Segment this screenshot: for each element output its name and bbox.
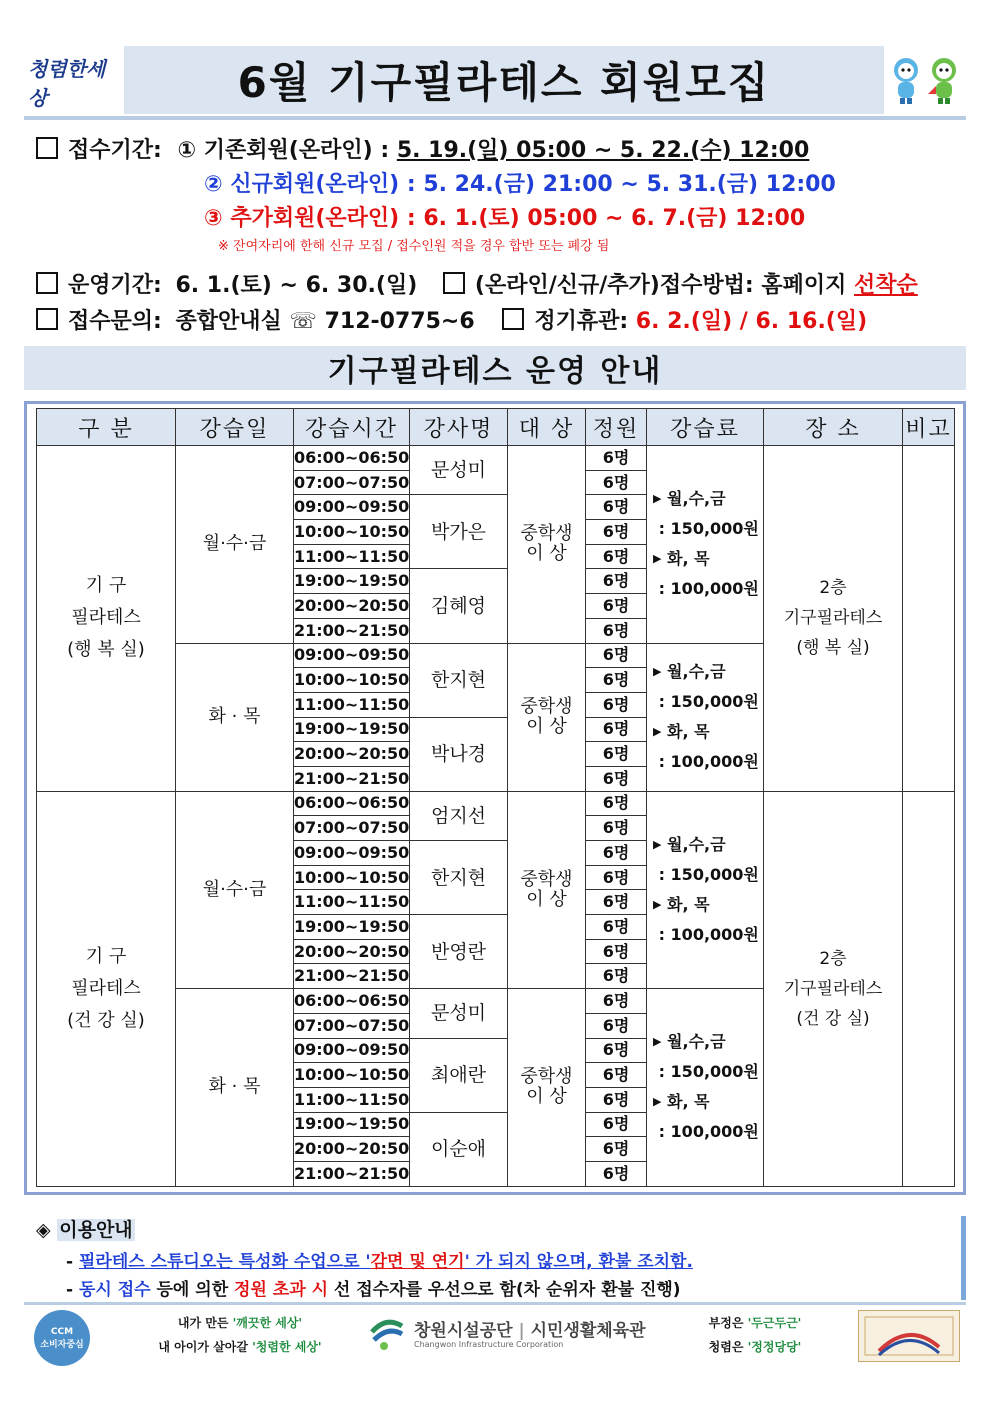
- target-line: 중학생: [520, 1066, 573, 1088]
- capacity-cell: 6명: [586, 520, 647, 545]
- target-line: 이 상: [526, 888, 567, 910]
- fee-text: : 150,000원: [658, 864, 759, 884]
- note-cell: [903, 446, 955, 792]
- guide-dash: -: [66, 1252, 79, 1272]
- days-cell: 화 · 목: [176, 989, 294, 1187]
- fee-text: 화, 목: [667, 1092, 710, 1112]
- fee-line: [653, 687, 763, 717]
- header-capacity: 정원: [586, 409, 647, 446]
- capacity-cell: 6명: [586, 717, 647, 742]
- motto-highlight: '두근두근': [747, 1316, 802, 1330]
- capacity-cell: 6명: [586, 668, 647, 693]
- time-cell: 20:00~20:50: [294, 742, 410, 767]
- capacity-cell: 6명: [586, 643, 647, 668]
- slogan-text: 내 아이가 살아갈: [158, 1340, 253, 1354]
- instructor-cell: 박나경: [410, 717, 508, 791]
- slogan-1: [150, 1314, 330, 1331]
- fee-text: 화, 목: [667, 894, 710, 914]
- instructor-cell: 박가은: [410, 495, 508, 569]
- fee-line: [653, 860, 763, 890]
- org-name: 창원시설공단: [414, 1321, 513, 1341]
- org-logo-icon: [366, 1312, 408, 1354]
- time-cell: 07:00~07:50: [294, 470, 410, 495]
- capacity-cell: 6명: [586, 495, 647, 520]
- fee-line: [653, 484, 763, 514]
- time-cell: 10:00~10:50: [294, 520, 410, 545]
- reception-name-1: 기존회원(온라인): [203, 138, 373, 163]
- phone-icon: ☏: [289, 309, 317, 334]
- capacity-cell: 6명: [586, 939, 647, 964]
- motto-highlight: '정정당당': [747, 1340, 802, 1354]
- inquiry-phone: 712-0775~6: [324, 309, 475, 334]
- capacity-cell: 6명: [586, 816, 647, 841]
- org-english: Changwon Infrastructure Corporation: [414, 1340, 564, 1349]
- checkbox-icon: [443, 272, 465, 294]
- capacity-cell: 6명: [586, 544, 647, 569]
- fee-text: 월,수,금: [667, 1032, 726, 1052]
- time-cell: 20:00~20:50: [294, 594, 410, 619]
- fee-cell: [647, 446, 764, 644]
- instructor-cell: 반영란: [410, 915, 508, 989]
- time-cell: 07:00~07:50: [294, 1013, 410, 1038]
- slogan-highlight: '깨끗한 세상': [232, 1316, 303, 1330]
- method-highlight: 선착순: [854, 273, 918, 298]
- closed-label: 정기휴관:: [534, 309, 629, 334]
- target-line: 중학생: [520, 523, 573, 545]
- guide-title: [36, 1215, 135, 1242]
- guide-text: 선 접수자를 우선으로 함(차 순위자 환불 진행): [328, 1280, 681, 1300]
- time-cell: 10:00~10:50: [294, 865, 410, 890]
- category-line: 기 구: [85, 945, 127, 967]
- time-cell: 19:00~19:50: [294, 1112, 410, 1137]
- guide-text: 감면 및 연기: [370, 1252, 465, 1272]
- category-line: 필라테스: [71, 607, 141, 629]
- guide-text: 등에 의한: [150, 1280, 235, 1300]
- ccm-label: 소비자중심: [40, 1339, 84, 1350]
- time-cell: 20:00~20:50: [294, 939, 410, 964]
- page-title: 6월 기구필라테스 회원모집: [237, 58, 771, 107]
- fee-line: [653, 747, 763, 777]
- reception-name-2: 신규회원(온라인): [230, 172, 400, 197]
- operation-line: [36, 268, 918, 299]
- time-cell: 11:00~11:50: [294, 544, 410, 569]
- fee-text: : 150,000원: [658, 1062, 759, 1082]
- triangle-icon: ▶: [653, 492, 662, 506]
- fee-cell: [647, 791, 764, 989]
- checkbox-icon: [36, 308, 58, 330]
- motto-text: 부정은: [708, 1316, 748, 1330]
- time-cell: 09:00~09:50: [294, 1038, 410, 1063]
- category-line: 기 구: [85, 575, 127, 597]
- section-title: 기구필라테스 운영 안내: [24, 346, 966, 390]
- ccm-top: CCM: [50, 1326, 74, 1337]
- operation-period: 6. 1.(토) ~ 6. 30.(일): [175, 273, 418, 298]
- reception-marker-3: ③: [204, 206, 223, 231]
- fee-text: 화, 목: [667, 722, 710, 742]
- instructor-cell: 한지현: [410, 841, 508, 915]
- inquiry-line: [36, 304, 867, 335]
- schedule-table: [36, 408, 954, 1187]
- fee-line: [653, 514, 763, 544]
- capacity-cell: 6명: [586, 1112, 647, 1137]
- reception-period-1: 5. 19.(일) 05:00 ~ 5. 22.(수) 12:00: [396, 138, 810, 163]
- method-value: 홈페이지: [761, 273, 847, 298]
- slogan-2: [150, 1338, 330, 1355]
- fee-text: : 100,000원: [658, 579, 759, 599]
- fee-text: 월,수,금: [667, 834, 726, 854]
- time-cell: 06:00~06:50: [294, 791, 410, 816]
- fee-line: [653, 1027, 763, 1057]
- time-cell: 10:00~10:50: [294, 668, 410, 693]
- time-cell: 19:00~19:50: [294, 717, 410, 742]
- time-cell: 07:00~07:50: [294, 816, 410, 841]
- target-cell: [508, 791, 586, 989]
- reception-note: ※ 잔여자리에 한해 신규 모집 / 접수인원 적을 경우 합반 또는 폐강 됨: [218, 239, 610, 254]
- capacity-cell: 6명: [586, 890, 647, 915]
- time-cell: 21:00~21:50: [294, 964, 410, 989]
- category-cell: [37, 446, 176, 792]
- org-divider: |: [518, 1321, 525, 1341]
- guide-text: ' 가 되지 않으며, 환불 조치함.: [464, 1252, 693, 1272]
- capacity-cell: 6명: [586, 1087, 647, 1112]
- target-line: 이 상: [526, 1086, 567, 1108]
- fee-line: [653, 1117, 763, 1147]
- target-line: 중학생: [520, 696, 573, 718]
- capacity-cell: 6명: [586, 841, 647, 866]
- fee-line: [653, 717, 763, 747]
- capacity-cell: 6명: [586, 446, 647, 471]
- header-fee: 강습료: [647, 409, 764, 446]
- checkbox-icon: [36, 137, 58, 159]
- instructor-cell: 엄지선: [410, 791, 508, 840]
- table-row: [37, 791, 955, 816]
- fee-text: 월,수,금: [667, 662, 726, 682]
- instructor-cell: 한지현: [410, 643, 508, 717]
- triangle-icon: ▶: [653, 897, 662, 911]
- fee-line: [653, 830, 763, 860]
- time-cell: 21:00~21:50: [294, 1161, 410, 1186]
- category-line: 필라테스: [71, 977, 141, 999]
- checkbox-icon: [36, 272, 58, 294]
- guide-text: 동시 접수: [78, 1280, 151, 1300]
- guide-title-text: 이용안내: [59, 1219, 133, 1241]
- mascot-icon: [886, 50, 966, 110]
- category-line: (행 복 실): [67, 639, 145, 661]
- time-cell: 09:00~09:50: [294, 495, 410, 520]
- reception-marker-2: ②: [204, 172, 223, 197]
- time-cell: 19:00~19:50: [294, 569, 410, 594]
- closed-value: 6. 2.(일) / 6. 16.(일): [635, 309, 868, 334]
- operation-label: 운영기간:: [68, 273, 162, 298]
- reception-sep-3: :: [406, 206, 416, 231]
- category-line: (건 강 실): [67, 1009, 145, 1031]
- instructor-cell: 문성미: [410, 446, 508, 495]
- place-line: 기구필라테스: [783, 608, 883, 629]
- fee-line: [653, 574, 763, 604]
- fee-line: [653, 657, 763, 687]
- header-instructor: 강사명: [410, 409, 508, 446]
- reception-marker-1: ①: [177, 138, 197, 163]
- ccm-badge: [34, 1310, 90, 1366]
- capacity-cell: 6명: [586, 1137, 647, 1162]
- capacity-cell: 6명: [586, 766, 647, 791]
- header-time: 강습시간: [294, 409, 410, 446]
- fee-text: : 150,000원: [658, 519, 759, 539]
- instructor-cell: 이순애: [410, 1112, 508, 1186]
- fee-text: : 100,000원: [658, 1122, 759, 1142]
- title-banner: [120, 46, 884, 114]
- reception-line-3: [204, 201, 805, 232]
- guide-text: 정원 초과 시: [234, 1280, 328, 1300]
- guide-text: 필라테스 스튜디오는 특성화 수업으로 ': [78, 1252, 371, 1272]
- diamond-icon: ◈: [36, 1219, 51, 1241]
- time-cell: 06:00~06:50: [294, 446, 410, 471]
- time-cell: 09:00~09:50: [294, 643, 410, 668]
- fee-text: 월,수,금: [667, 489, 726, 509]
- reception-period-3: 6. 1.(토) 05:00 ~ 6. 7.(금) 12:00: [423, 206, 806, 231]
- capacity-cell: 6명: [586, 1013, 647, 1038]
- capacity-cell: 6명: [586, 618, 647, 643]
- reception-line-2: [204, 167, 836, 198]
- motto-text: 청렴은: [708, 1340, 748, 1354]
- capacity-cell: 6명: [586, 594, 647, 619]
- fee-line: [653, 1057, 763, 1087]
- capacity-cell: 6명: [586, 964, 647, 989]
- fee-line: [653, 544, 763, 574]
- fee-cell: [647, 643, 764, 791]
- target-cell: [508, 989, 586, 1187]
- note-cell: [903, 791, 955, 1186]
- triangle-icon: ▶: [653, 665, 662, 679]
- certificate-icon: [858, 1310, 960, 1362]
- fee-text: : 100,000원: [658, 752, 759, 772]
- category-cell: [37, 791, 176, 1186]
- checkbox-icon: [502, 308, 524, 330]
- triangle-icon: ▶: [653, 837, 662, 851]
- slogan-text: 내가 만든: [177, 1316, 233, 1330]
- triangle-icon: ▶: [653, 1095, 662, 1109]
- capacity-cell: 6명: [586, 742, 647, 767]
- target-line: 중학생: [520, 868, 573, 890]
- reception-line-1: [36, 133, 809, 164]
- header-target: 대 상: [508, 409, 586, 446]
- place-line: 2층: [819, 578, 847, 599]
- place-cell: [764, 791, 903, 1186]
- title-divider: [24, 116, 966, 120]
- inquiry-place: 종합안내실: [175, 309, 282, 334]
- target-cell: [508, 446, 586, 644]
- logo-cheongryeom: [28, 50, 116, 114]
- header-note: 비고: [903, 409, 955, 446]
- capacity-cell: 6명: [586, 1038, 647, 1063]
- fee-text: 화, 목: [667, 549, 710, 569]
- days-cell: 월·수·금: [176, 446, 294, 644]
- target-line: 이 상: [526, 716, 567, 738]
- slogan-highlight: '청렴한 세상': [252, 1340, 322, 1354]
- logo-text: 청렴한세상: [28, 57, 106, 110]
- days-cell: 화 · 목: [176, 643, 294, 791]
- header-days: 강습일: [176, 409, 294, 446]
- footer-divider: [24, 1302, 966, 1305]
- time-cell: 21:00~21:50: [294, 618, 410, 643]
- reception-sep-1: :: [380, 138, 390, 163]
- capacity-cell: 6명: [586, 692, 647, 717]
- instructor-cell: 최애란: [410, 1038, 508, 1112]
- table-header-row: [37, 409, 955, 446]
- fee-line: [653, 890, 763, 920]
- days-cell: 월·수·금: [176, 791, 294, 989]
- motto-1: [680, 1314, 830, 1331]
- inquiry-label: 접수문의:: [68, 309, 162, 334]
- capacity-cell: 6명: [586, 791, 647, 816]
- fee-line: [653, 920, 763, 950]
- time-cell: 10:00~10:50: [294, 1063, 410, 1088]
- place-line: (행 복 실): [796, 638, 870, 659]
- reception-name-3: 추가회원(온라인): [230, 206, 400, 231]
- method-label: (온라인/신규/추가)접수방법:: [474, 273, 754, 298]
- header-place: 장 소: [764, 409, 903, 446]
- time-cell: 11:00~11:50: [294, 1087, 410, 1112]
- capacity-cell: 6명: [586, 1063, 647, 1088]
- capacity-cell: 6명: [586, 470, 647, 495]
- org-sub: 시민생활체육관: [530, 1321, 646, 1341]
- instructor-cell: 문성미: [410, 989, 508, 1038]
- capacity-cell: 6명: [586, 989, 647, 1014]
- target-cell: [508, 643, 586, 791]
- guide-dash: -: [66, 1280, 79, 1300]
- time-cell: 09:00~09:50: [294, 841, 410, 866]
- place-cell: [764, 446, 903, 792]
- place-line: 기구필라테스: [783, 978, 883, 999]
- org-name-line: [414, 1316, 646, 1341]
- triangle-icon: ▶: [653, 725, 662, 739]
- header-category: 구 분: [37, 409, 176, 446]
- capacity-cell: 6명: [586, 569, 647, 594]
- fee-text: : 100,000원: [658, 924, 759, 944]
- time-cell: 20:00~20:50: [294, 1137, 410, 1162]
- instructor-cell: 김혜영: [410, 569, 508, 643]
- time-cell: 21:00~21:50: [294, 766, 410, 791]
- target-line: 이 상: [526, 543, 567, 565]
- time-cell: 19:00~19:50: [294, 915, 410, 940]
- triangle-icon: ▶: [653, 1035, 662, 1049]
- capacity-cell: 6명: [586, 865, 647, 890]
- time-cell: 06:00~06:50: [294, 989, 410, 1014]
- fee-text: : 150,000원: [658, 692, 759, 712]
- table-row: [37, 446, 955, 471]
- reception-period-2: 5. 24.(금) 21:00 ~ 5. 31.(금) 12:00: [423, 172, 836, 197]
- reception-sep-2: :: [406, 172, 416, 197]
- time-cell: 11:00~11:50: [294, 890, 410, 915]
- reception-label: 접수기간:: [68, 138, 162, 163]
- capacity-cell: 6명: [586, 915, 647, 940]
- fee-cell: [647, 989, 764, 1187]
- capacity-cell: 6명: [586, 1161, 647, 1186]
- guide-line-2: [66, 1275, 681, 1300]
- place-line: 2층: [819, 948, 847, 969]
- triangle-icon: ▶: [653, 552, 662, 566]
- time-cell: 11:00~11:50: [294, 692, 410, 717]
- motto-2: [680, 1338, 830, 1355]
- place-line: (건 강 실): [796, 1008, 870, 1029]
- guide-line-1: [66, 1247, 693, 1272]
- fee-line: [653, 1087, 763, 1117]
